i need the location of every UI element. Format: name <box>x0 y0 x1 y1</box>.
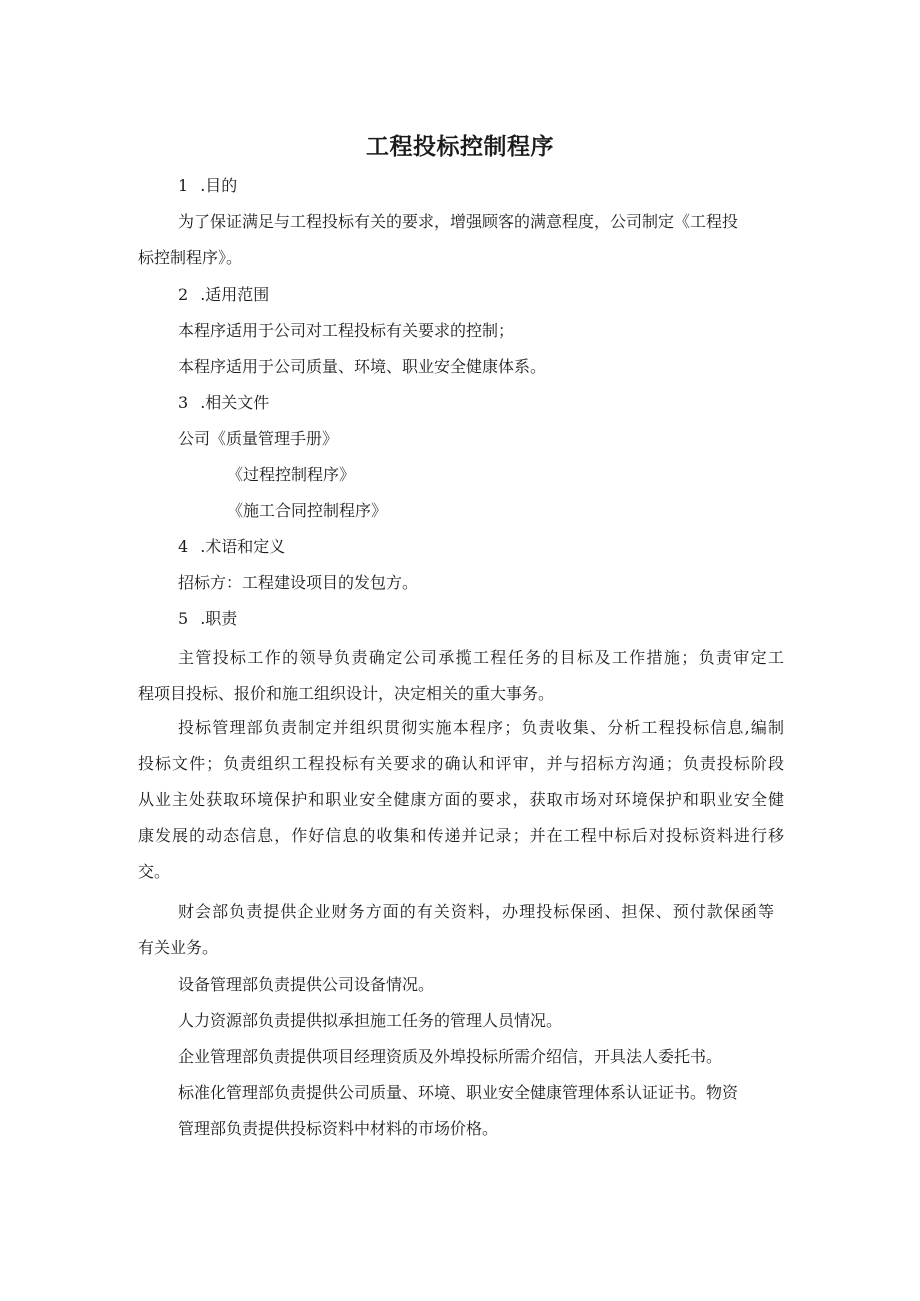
paragraph-line: 从业主处获取环境保护和职业安全健康方面的要求，获取市场对环境保护和职业安全健 <box>138 790 784 809</box>
section-3-heading <box>178 393 269 413</box>
paragraph-line: 《施工合同控制程序》 <box>227 501 388 520</box>
paragraph-line: 标控制程序》。 <box>138 248 243 267</box>
section-number: 3 <box>178 393 189 412</box>
paragraph-line: 为了保证满足与工程投标有关的要求，增强顾客的满意程度，公司制定《工程投 <box>178 212 739 231</box>
paragraph-line: 标准化管理部负责提供公司质量、环境、职业安全健康管理体系认证证书。物资 <box>178 1083 739 1102</box>
paragraph-line: 设备管理部负责提供公司设备情况。 <box>178 975 435 994</box>
section-title: .职责 <box>200 609 238 628</box>
section-number: 5 <box>178 609 189 628</box>
section-title: .术语和定义 <box>200 537 286 556</box>
paragraph-line: 投标文件；负责组织工程投标有关要求的确认和评审，并与招标方沟通；负责投标阶段 <box>138 754 784 773</box>
paragraph-line: 康发展的动态信息，作好信息的收集和传递并记录；并在工程中标后对投标资料进行移 <box>138 826 784 845</box>
section-2-heading <box>178 285 269 305</box>
section-title: .相关文件 <box>200 393 270 412</box>
section-number: 1 <box>178 176 189 195</box>
section-title: .适用范围 <box>200 285 270 304</box>
paragraph-line: 交。 <box>138 862 171 881</box>
paragraph-line: 财会部负责提供企业财务方面的有关资料，办理投标保函、担保、预付款保函等 <box>178 902 774 921</box>
section-1-heading <box>178 176 237 196</box>
document-title: 工程投标控制程序 <box>366 134 554 160</box>
section-title: .目的 <box>200 176 238 195</box>
paragraph-line: 主管投标工作的领导负责确定公司承揽工程任务的目标及工作措施；负责审定工 <box>178 648 784 667</box>
paragraph-line: 企业管理部负责提供项目经理资质及外埠投标所需介绍信，开具法人委托书。 <box>178 1047 723 1066</box>
section-5-heading <box>178 609 237 629</box>
paragraph-line: 招标方：工程建设项目的发包方。 <box>178 573 419 592</box>
section-number: 4 <box>178 537 189 556</box>
paragraph-line: 管理部负责提供投标资料中材料的市场价格。 <box>178 1119 499 1138</box>
paragraph-line: 投标管理部负责制定并组织贯彻实施本程序；负责收集、分析工程投标信息,编制 <box>178 718 784 737</box>
section-4-heading <box>178 537 285 557</box>
paragraph-line: 本程序适用于公司对工程投标有关要求的控制； <box>178 321 515 340</box>
paragraph-line: 公司《质量管理手册》 <box>178 429 339 448</box>
paragraph-line: 《过程控制程序》 <box>227 465 356 484</box>
paragraph-line: 有关业务。 <box>138 938 219 957</box>
paragraph-line: 人力资源部负责提供拟承担施工任务的管理人员情况。 <box>178 1011 563 1030</box>
paragraph-line: 本程序适用于公司质量、环境、职业安全健康体系。 <box>178 357 547 376</box>
section-number: 2 <box>178 285 189 304</box>
paragraph-line: 程项目投标、报价和施工组织设计，决定相关的重大事务。 <box>138 684 555 703</box>
